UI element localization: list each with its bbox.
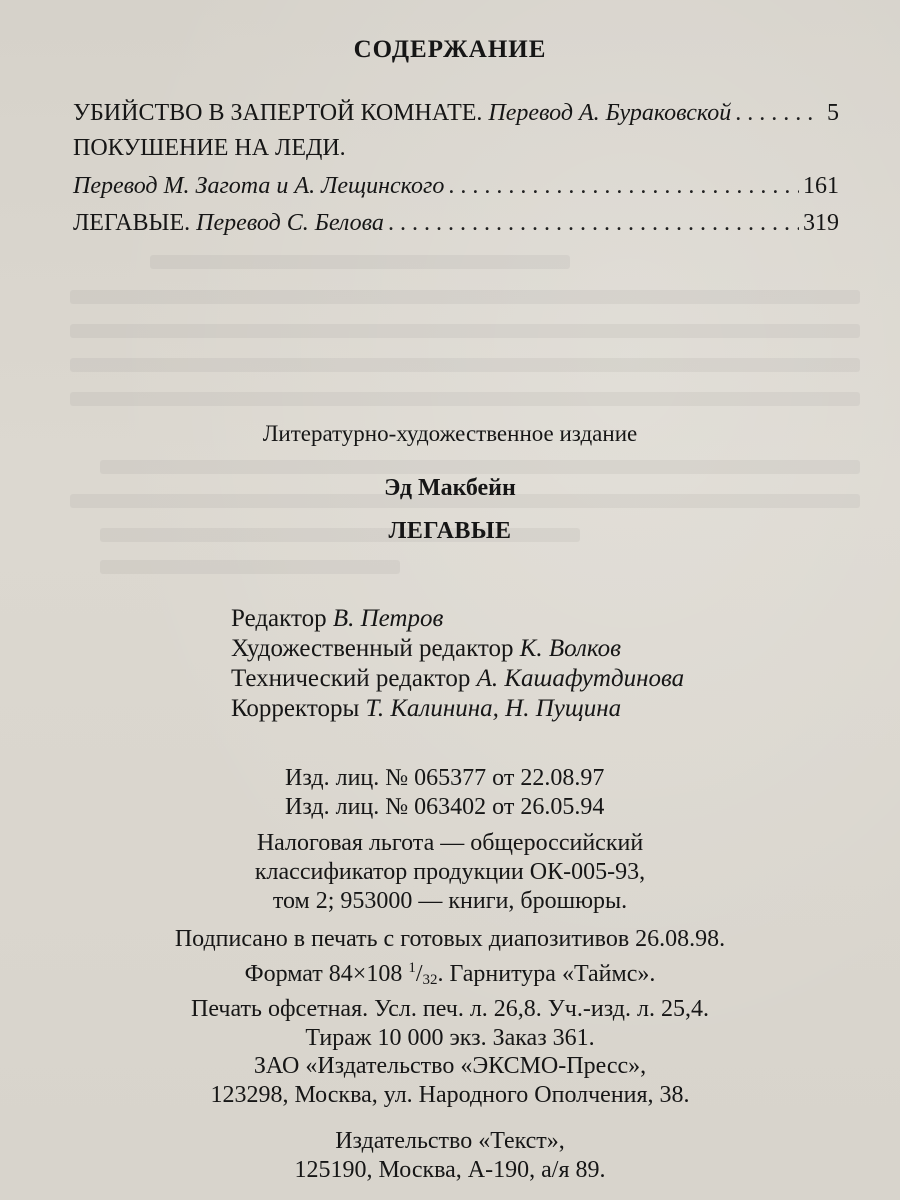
format-typeface: . Гарнитура «Таймс». (437, 961, 656, 987)
format-text: Формат 84×108 (244, 961, 409, 987)
license-line: Изд. лиц. № 065377 от 22.08.97 (285, 765, 605, 791)
toc-entry-page: 5 (827, 100, 839, 126)
publisher-block (0, 1052, 900, 1110)
publisher-address: 125190, Москва, А-190, а/я 89. (294, 1157, 606, 1183)
license-block (285, 764, 604, 822)
credit-role: Художественный редактор (231, 635, 514, 662)
print-format: Формат 84×108 $^1/_{32}$. Гарнитура «Таймс». (244, 960, 656, 988)
bleed-through-line (70, 392, 860, 406)
credit-name: В. Петров (332, 605, 444, 632)
bleed-through-line (100, 560, 400, 574)
toc-entry-title: ПОКУШЕНИЕ НА ЛЕДИ. (73, 135, 346, 161)
credit-role: Редактор (231, 605, 327, 632)
toc-leader-dots (448, 173, 799, 200)
bleed-through-line (150, 255, 570, 269)
format-denominator: 32 (422, 972, 438, 988)
toc-entry-translator: Перевод А. Бураковской (488, 100, 732, 126)
toc-entry-translator: Перевод М. Загота и А. Лещинского (73, 173, 445, 199)
credit-line (231, 664, 684, 694)
tax-line: том 2; 953000 — книги, брошюры. (272, 888, 628, 914)
credit-name: К. Волков (519, 635, 621, 662)
publisher-block (0, 1127, 900, 1185)
credits-list (231, 604, 684, 724)
bleed-through-line (70, 290, 860, 304)
toc-entry (73, 210, 839, 237)
publisher-name: ЗАО «Издательство «ЭКСМО-Пресс», (253, 1053, 647, 1079)
toc-entry-continuation (73, 173, 839, 200)
bleed-through-line (70, 324, 860, 338)
publisher-name: Издательство «Текст», (335, 1128, 565, 1154)
print-circulation: Тираж 10 000 экз. Заказ 361. (305, 1025, 595, 1051)
bleed-through-line (70, 358, 860, 372)
credit-line (231, 604, 684, 634)
bleed-through-line (100, 460, 860, 474)
toc-entry (73, 100, 839, 127)
toc-entry-page: 161 (803, 173, 839, 199)
toc-leader-dots (388, 210, 799, 237)
print-type: Печать офсетная. Усл. печ. л. 26,8. Уч.-изд. л. 25,4. (191, 996, 709, 1022)
toc-entry (73, 135, 839, 162)
credit-name: А. Кашафутдинова (476, 665, 685, 692)
toc-entry-page: 319 (803, 210, 839, 236)
license-line: Изд. лиц. № 063402 от 26.05.94 (285, 794, 605, 820)
toc-entry-translator: Перевод С. Белова (196, 210, 384, 236)
publisher-address: 123298, Москва, ул. Народного Ополчения, 38. (210, 1082, 690, 1108)
toc-leader-dots (735, 100, 813, 127)
credit-role: Технический редактор (231, 665, 471, 692)
print-block (0, 925, 900, 1053)
credit-line (231, 694, 684, 724)
tax-block (0, 829, 900, 916)
contents-title: СОДЕРЖАНИЕ (353, 36, 547, 63)
toc-entry-title: ЛЕГАВЫЕ. (73, 210, 191, 236)
tax-line: классификатор продукции ОК-005-93, (254, 859, 646, 885)
credit-line (231, 634, 684, 664)
credit-role: Корректоры (231, 695, 360, 722)
tax-line: Налоговая льгота — общероссийский (256, 830, 644, 856)
toc-entry-title: УБИЙСТВО В ЗАПЕРТОЙ КОМНАТЕ. (73, 100, 483, 126)
edition-type: Литературно-художественное издание (262, 421, 638, 446)
credit-name: Т. Калинина, Н. Пущина (365, 695, 622, 722)
print-signed: Подписано в печать с готовых диапозитивов 26.08.98. (174, 926, 726, 952)
book-title: ЛЕГАВЫЕ (388, 518, 512, 544)
author-name: Эд Макбейн (384, 475, 516, 501)
format-numerator: 1 (408, 960, 416, 976)
